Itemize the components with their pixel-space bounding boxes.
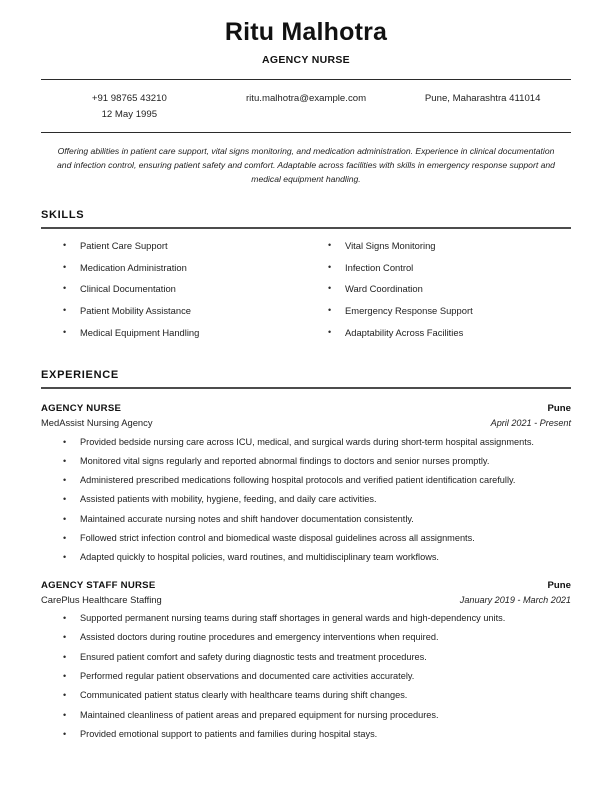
experience-company: CarePlus Healthcare Staffing — [41, 594, 162, 606]
experience-bullet-text: Monitored vital signs regularly and reported abnormal findings to doctors and senior nurses promptly. — [80, 455, 490, 466]
list-item — [41, 239, 306, 252]
bullet-icon: • — [328, 283, 332, 294]
list-item — [41, 513, 571, 527]
skill-label: Vital Signs Monitoring — [345, 240, 436, 252]
list-item — [306, 261, 571, 274]
experience-location: Pune — [547, 580, 571, 592]
contact-email: ritu.malhotra@example.com — [245, 92, 367, 104]
bullet-icon: • — [63, 709, 67, 720]
experience-section-divider — [41, 387, 571, 389]
experience-bullet-text: Ensured patient comfort and safety during diagnostic tests and treatment procedures. — [80, 651, 427, 662]
contact-phone: +91 98765 43210 — [91, 92, 167, 104]
skills-section-title: SKILLS — [41, 209, 85, 222]
list-item — [41, 436, 571, 450]
skill-label: Infection Control — [345, 261, 414, 273]
contact-date-of-birth: 12 May 1995 — [101, 108, 158, 120]
skills-column-right — [306, 239, 571, 347]
list-item — [41, 709, 571, 723]
list-item — [306, 304, 571, 317]
bullet-icon: • — [63, 632, 67, 643]
experience-bullet-list — [41, 436, 571, 566]
professional-summary: Offering abilities in patient care support, vital signs monitoring, and medication administration. Experience in clinical documentation and infection control, ensuring patient safety and comfort. Adaptable across facilities with skills in emergency response support and medical equipment handling. — [57, 146, 555, 185]
skills-section — [41, 209, 571, 347]
list-item — [41, 493, 571, 507]
contact-location-column — [394, 91, 571, 107]
list-item — [41, 728, 571, 742]
list-item — [41, 532, 571, 546]
bullet-icon: • — [63, 690, 67, 701]
bullet-icon: • — [63, 533, 67, 544]
bullet-icon: • — [63, 283, 67, 294]
list-item — [41, 261, 306, 274]
list-item — [41, 304, 306, 317]
experience-bullet-text: Supported permanent nursing teams during staff shortages in general wards and high-dependency units. — [80, 613, 506, 624]
bullet-icon: • — [63, 326, 67, 337]
bullet-icon: • — [63, 613, 67, 624]
experience-title-row — [41, 579, 571, 593]
experience-bullet-text: Communicated patient status clearly with healthcare teams during shift changes. — [80, 690, 408, 701]
list-item — [41, 326, 306, 339]
experience-bullet-text: Adapted quickly to hospital policies, ward routines, and multidisciplinary team workflows. — [80, 552, 439, 563]
experience-section-title: EXPERIENCE — [41, 369, 119, 382]
experience-entry — [41, 402, 571, 565]
bullet-icon: • — [63, 513, 67, 524]
bullet-icon: • — [63, 436, 67, 447]
bullet-icon: • — [63, 475, 67, 486]
experience-title-row — [41, 402, 571, 416]
experience-bullet-text: Followed strict infection control and biomedical waste disposal guidelines across all assignments. — [80, 533, 475, 544]
contact-location: Pune, Maharashtra 411014 — [424, 92, 541, 104]
list-item — [41, 282, 306, 295]
experience-bullet-text: Assisted patients with mobility, hygiene, feeding, and daily care activities. — [80, 494, 377, 505]
experience-bullet-text: Maintained accurate nursing notes and shift handover documentation consistently. — [80, 513, 414, 524]
list-item — [41, 651, 571, 665]
bullet-icon: • — [328, 240, 332, 251]
experience-bullet-text: Performed regular patient observations and documented care activities accurately. — [80, 671, 415, 682]
skill-label: Clinical Documentation — [80, 283, 176, 295]
experience-company: MedAssist Nursing Agency — [41, 417, 153, 429]
list-item — [41, 551, 571, 565]
skill-label: Patient Mobility Assistance — [80, 305, 191, 317]
experience-entry — [41, 579, 571, 742]
skill-label: Medication Administration — [80, 261, 187, 273]
skill-label: Adaptability Across Facilities — [345, 326, 464, 338]
experience-bullet-text: Maintained cleanliness of patient areas and prepared equipment for nursing procedures. — [80, 709, 439, 720]
experience-bullet-list — [41, 612, 571, 742]
experience-company-row — [41, 593, 571, 607]
bullet-icon: • — [328, 326, 332, 337]
skills-columns — [41, 229, 571, 347]
skill-label: Emergency Response Support — [345, 305, 473, 317]
bullet-icon: • — [63, 671, 67, 682]
skill-label: Ward Coordination — [345, 283, 423, 295]
list-item — [306, 326, 571, 339]
bullet-icon: • — [63, 261, 67, 272]
list-item — [41, 689, 571, 703]
experience-bullet-text: Assisted doctors during routine procedures and emergency interventions when required. — [80, 632, 439, 643]
bullet-icon: • — [328, 305, 332, 316]
list-item — [306, 239, 571, 252]
bullet-icon: • — [63, 455, 67, 466]
candidate-job-title: AGENCY NURSE — [261, 53, 350, 66]
contact-phone-column — [41, 91, 218, 123]
skills-column-left — [41, 239, 306, 347]
experience-bullet-text: Provided bedside nursing care across ICU, medical, and surgical wards during short-term hospital assignments. — [80, 436, 534, 447]
list-item — [306, 282, 571, 295]
contact-email-column — [218, 91, 395, 107]
list-item — [41, 670, 571, 684]
experience-bullet-text: Provided emotional support to patients and families during hospital stays. — [80, 728, 378, 739]
experience-dates: April 2021 - Present — [490, 418, 571, 429]
experience-bullet-text: Administered prescribed medications following hospital protocols and verified patient identification carefully. — [80, 475, 516, 486]
skill-label: Medical Equipment Handling — [80, 326, 200, 338]
experience-job-title: AGENCY NURSE — [41, 403, 122, 415]
experience-dates: January 2019 - March 2021 — [459, 595, 571, 606]
list-item — [41, 612, 571, 626]
bullet-icon: • — [63, 305, 67, 316]
experience-section — [41, 369, 571, 741]
bullet-icon: • — [63, 651, 67, 662]
bullet-icon: • — [63, 728, 67, 739]
skill-label: Patient Care Support — [80, 240, 168, 252]
experience-company-row — [41, 416, 571, 430]
resume-header — [41, 0, 571, 66]
bullet-icon: • — [63, 552, 67, 563]
list-item — [41, 631, 571, 645]
bullet-icon: • — [328, 261, 332, 272]
bullet-icon: • — [63, 240, 67, 251]
experience-location: Pune — [547, 403, 571, 415]
list-item — [41, 474, 571, 488]
bullet-icon: • — [63, 494, 67, 505]
candidate-name: Ritu Malhotra — [224, 18, 388, 46]
contact-row — [41, 80, 571, 133]
experience-job-title: AGENCY STAFF NURSE — [41, 580, 156, 592]
list-item — [41, 455, 571, 469]
